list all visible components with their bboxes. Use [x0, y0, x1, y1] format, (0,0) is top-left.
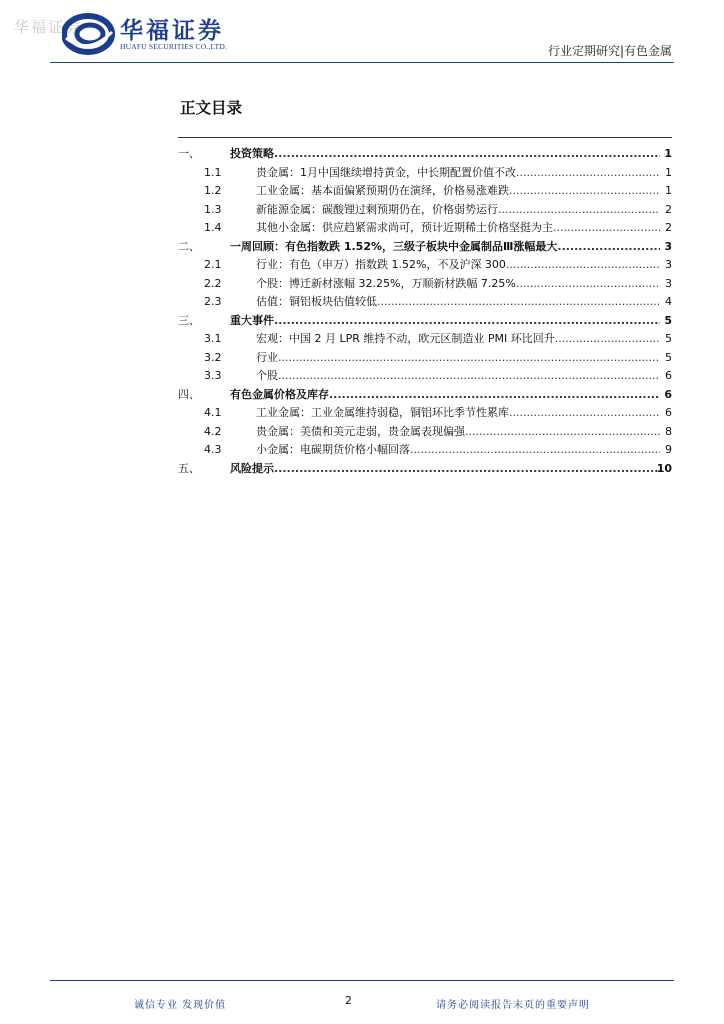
- toc-entry[interactable]: [178, 330, 674, 349]
- toc-entry-title: 小金属：电碳期货价格小幅回落: [256, 443, 410, 456]
- footer-disclaimer: 请务必阅读报告末页的重要声明: [436, 1000, 590, 1011]
- toc-leader-dots: [509, 182, 660, 201]
- logo-english-name: HUAFU SECURITIES CO.,LTD.: [120, 42, 228, 51]
- logo-swirl-icon: [62, 12, 118, 56]
- toc-entry[interactable]: [178, 238, 674, 257]
- toc-entry[interactable]: [178, 404, 674, 423]
- toc-entry-number: 3.3: [204, 369, 222, 382]
- toc-entry-page: 8: [665, 424, 672, 438]
- toc-entry-number: 3.2: [204, 350, 222, 364]
- toc-entry-page: 3: [665, 258, 672, 271]
- toc-entry-number: 一、: [178, 147, 200, 160]
- toc-entry-title: 一周回顾：有色指数跌 1.52%，三级子板块中金属制品Ⅲ涨幅最大: [230, 239, 558, 253]
- toc-entry-page: 4: [665, 295, 672, 308]
- toc-entry[interactable]: [178, 460, 674, 479]
- toc-entry-number: 4.2: [204, 424, 222, 438]
- toc-entry-number: 3.1: [204, 332, 222, 345]
- toc-entry-title: 新能源金属：碳酸锂过剩预期仍在，价格弱势运行: [256, 202, 498, 216]
- toc-leader-dots: [555, 330, 660, 349]
- toc-leader-dots: [377, 293, 660, 312]
- toc-entry-title: 个股: [256, 369, 278, 382]
- toc-entry[interactable]: [178, 367, 674, 386]
- toc-leader-dots: [278, 349, 660, 368]
- toc-entry[interactable]: [178, 441, 674, 460]
- toc-entry-page: 5: [665, 350, 672, 364]
- header-divider: [50, 62, 674, 63]
- page-number: 2: [345, 994, 352, 1007]
- toc-leader-dots: [557, 238, 660, 257]
- toc-leader-dots: [465, 423, 660, 442]
- toc-entry-title: 投资策略: [230, 147, 274, 160]
- table-of-contents: [178, 145, 674, 478]
- toc-entry-page: 1: [665, 184, 672, 197]
- toc-entry-number: 1.3: [204, 202, 222, 216]
- toc-entry-page: 6: [665, 369, 672, 382]
- toc-entry-page: 3: [664, 239, 672, 253]
- toc-entry-page: 2: [665, 221, 672, 234]
- toc-entry-page: 6: [665, 406, 672, 419]
- toc-entry[interactable]: [178, 201, 674, 220]
- toc-entry[interactable]: [178, 256, 674, 275]
- toc-entry-title: 其他小金属：供应趋紧需求尚可，预计近期稀土价格坚挺为主: [256, 221, 553, 234]
- toc-entry[interactable]: [178, 423, 674, 442]
- toc-entry-title: 贵金属：1月中国继续增持黄金，中长期配置价值不改: [256, 165, 516, 179]
- toc-entry-number: 2.3: [204, 295, 222, 308]
- toc-entry-title: 风险提示: [230, 461, 274, 475]
- toc-leader-dots: [274, 460, 660, 479]
- toc-entry-title: 宏观：中国 2 月 LPR 维持不动，欧元区制造业 PMI 环比回升: [256, 332, 555, 345]
- toc-entry[interactable]: [178, 182, 674, 201]
- toc-entry[interactable]: [178, 275, 674, 294]
- toc-entry-page: 5: [665, 332, 672, 345]
- footer-divider: [50, 980, 674, 981]
- toc-leader-dots: [553, 219, 660, 238]
- toc-entry-title: 工业金属：基本面偏紧预期仍在演绎，价格易涨难跌: [256, 184, 509, 197]
- toc-leader-dots: [506, 256, 660, 275]
- toc-entry-title: 行业：有色（申万）指数跌 1.52%，不及沪深 300: [256, 258, 506, 271]
- toc-entry[interactable]: [178, 145, 674, 164]
- toc-entry-page: 3: [665, 276, 672, 290]
- toc-entry[interactable]: [178, 349, 674, 368]
- toc-leader-dots: [516, 275, 660, 294]
- toc-entry-title: 贵金属：美债和美元走弱，贵金属表现偏强: [256, 424, 465, 438]
- toc-entry-number: 五、: [178, 461, 200, 475]
- toc-leader-dots: [410, 441, 660, 460]
- toc-entry-number: 三、: [178, 313, 200, 327]
- toc-title: 正文目录: [180, 98, 243, 117]
- toc-entry-title: 个股：博迁新材涨幅 32.25%，万顺新材跌幅 7.25%: [256, 276, 516, 290]
- toc-entry-number: 4.1: [204, 406, 222, 419]
- toc-leader-dots: [509, 404, 660, 423]
- toc-leader-dots: [498, 201, 660, 220]
- toc-entry-number: 4.3: [204, 443, 222, 456]
- toc-entry-title: 重大事件: [230, 313, 274, 327]
- toc-entry-number: 2.2: [204, 276, 222, 290]
- footer-slogan: 诚信专业 发现价值: [134, 1000, 227, 1011]
- toc-entry-page: 10: [656, 461, 672, 475]
- toc-entry-title: 工业金属：工业金属维持弱稳，铜铝环比季节性累库: [256, 406, 509, 419]
- toc-leader-dots: [516, 164, 660, 183]
- toc-entry-page: 2: [665, 202, 672, 216]
- toc-leader-dots: [329, 386, 660, 405]
- toc-entry-page: 9: [665, 443, 672, 456]
- toc-entry-number: 1.4: [204, 221, 222, 234]
- toc-entry-title: 行业: [256, 350, 278, 364]
- toc-entry[interactable]: [178, 219, 674, 238]
- toc-divider: [178, 137, 672, 138]
- toc-entry-title: 估值：铜铝板块估值较低: [256, 295, 377, 308]
- toc-leader-dots: [274, 312, 660, 331]
- toc-entry-page: 5: [664, 313, 672, 327]
- toc-entry-number: 二、: [178, 239, 200, 253]
- toc-entry[interactable]: [178, 386, 674, 405]
- report-type: 行业定期研究|有色金属: [547, 44, 672, 58]
- toc-entry[interactable]: [178, 312, 674, 331]
- toc-entry-number: 1.1: [204, 165, 222, 179]
- company-logo: [62, 10, 252, 58]
- toc-entry-page: 1: [664, 147, 672, 160]
- toc-entry-number: 四、: [178, 387, 200, 401]
- toc-entry-number: 1.2: [204, 184, 222, 197]
- toc-entry-number: 2.1: [204, 258, 222, 271]
- toc-leader-dots: [274, 145, 660, 164]
- toc-entry[interactable]: [178, 164, 674, 183]
- toc-leader-dots: [278, 367, 660, 386]
- toc-entry[interactable]: [178, 293, 674, 312]
- watermark: 华福证券: [14, 18, 83, 36]
- toc-entry-page: 6: [664, 387, 672, 401]
- logo-chinese-name: 华福证券: [120, 18, 224, 44]
- toc-entry-page: 1: [665, 165, 672, 179]
- toc-entry-title: 有色金属价格及库存: [230, 387, 329, 401]
